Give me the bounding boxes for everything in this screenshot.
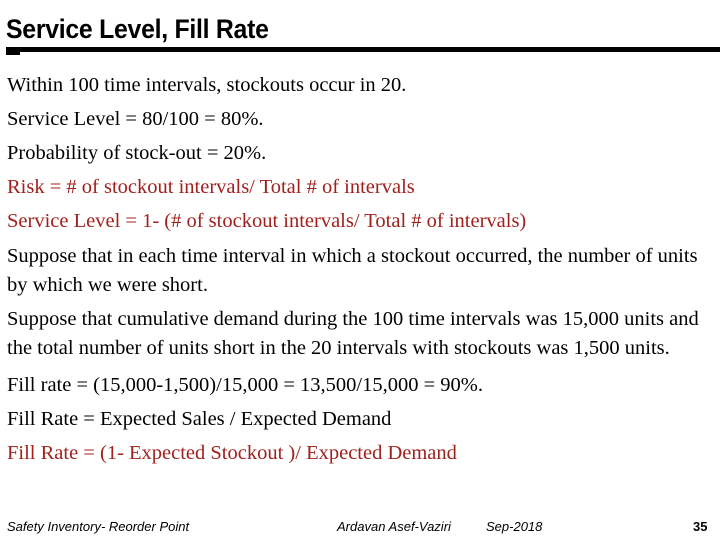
- footer-author: Ardavan Asef-Vaziri: [337, 519, 451, 534]
- title-underline-tick: [6, 47, 20, 55]
- body-paragraph-1: Suppose that in each time interval in which a stockout occurred, the number of units by which we were short.: [7, 245, 698, 296]
- body-line-10: Fill Rate = (1- Expected Stockout )/ Expected Demand: [7, 442, 457, 464]
- title-underline: [6, 47, 720, 52]
- body-line-3: Probability of stock-out = 20%.: [7, 142, 267, 164]
- slide-title: Service Level, Fill Rate: [6, 14, 269, 44]
- body-line-2: Service Level = 80/100 = 80%.: [7, 108, 264, 130]
- body-line-5: Service Level = 1- (# of stockout intervals/ Total # of intervals): [7, 210, 527, 232]
- body-line-4: Risk = # of stockout intervals/ Total # of intervals: [7, 176, 415, 198]
- footer-course-title: Safety Inventory- Reorder Point: [7, 519, 190, 534]
- body-line-9: Fill Rate = Expected Sales / Expected Demand: [7, 408, 392, 430]
- footer-date: Sep-2018: [486, 519, 543, 534]
- page-number: 35: [693, 519, 708, 534]
- body-paragraph-2: Suppose that cumulative demand during the 100 time intervals was 15,000 units and the total number of units short in the 20 intervals with stockouts was 1,500 units.: [7, 308, 699, 359]
- slide-body: [7, 68, 712, 470]
- body-line-1: Within 100 time intervals, stockouts occur in 20.: [7, 74, 407, 96]
- body-line-8: Fill rate = (15,000-1,500)/15,000 = 13,500/15,000 = 90%.: [7, 374, 483, 396]
